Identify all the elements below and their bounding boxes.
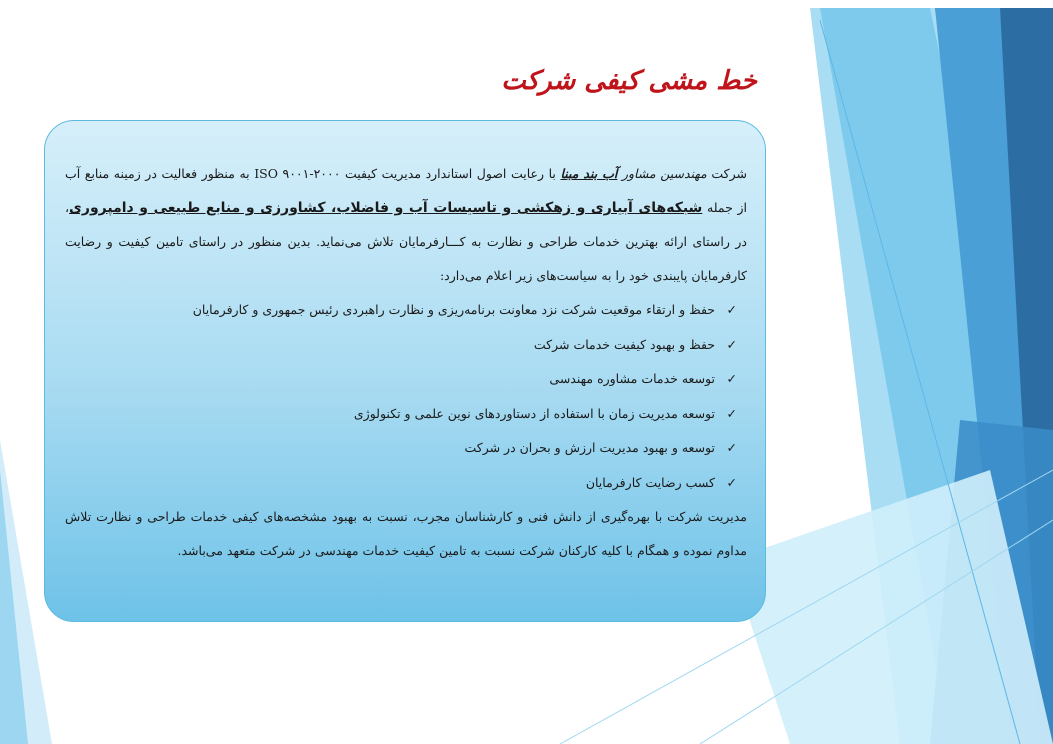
policy-item-text: حفظ و ارتقاء موقعیت شرکت نزد معاونت برنامه‌ریزی و نظارت راهبردی رئیس جمهوری و کارفرمایان bbox=[192, 302, 715, 317]
policy-item-text: کسب رضایت کارفرمایان bbox=[585, 474, 715, 490]
check-icon: ✓ bbox=[726, 405, 737, 421]
intro-text-2: مهندسین مشاور bbox=[621, 166, 707, 181]
intro-text-1: شرکت bbox=[711, 166, 747, 181]
policy-item bbox=[65, 293, 737, 328]
closing-paragraph: مدیریت شرکت با بهره‌گیری از دانش فنی و کارشناسان مجرب، نسبت به بهبود مشخصه‌های کیفی خدمات طراحی و نظارت تلاش مداوم نموده و همگام با کلیه کارکنان شرکت نسبت به تامین کیفیت خدمات مهندسی در شرکت متعهد می‌باشد. bbox=[65, 509, 747, 558]
policy-item bbox=[65, 328, 737, 363]
check-icon: ✓ bbox=[726, 302, 737, 317]
policy-item bbox=[65, 431, 737, 466]
check-icon: ✓ bbox=[726, 440, 737, 455]
policy-item-text: توسعه و بهبود مدیریت ارزش و بحران در شرکت bbox=[464, 440, 715, 455]
check-icon: ✓ bbox=[726, 474, 737, 490]
policy-item bbox=[65, 466, 737, 501]
company-name: آب بند مبنا bbox=[560, 166, 618, 181]
intro-text-6: ، در راستای ارائه بهترین خدمات طراحی و نظارت به کـــارفرمایان تلاش می‌نماید. بدین منظور در راستای تامین کیفیت و رضایت کارفرمایان پایبندی خود را به سیاست‌های زیر اعلام می‌دارد: bbox=[65, 200, 747, 283]
activity-fields: شبکه‌های آبیاری و زهکشی و تاسیسات آب و فاضلاب، کشاورزی و منابع طبیعی و دامپروری bbox=[69, 200, 703, 216]
policy-item bbox=[65, 362, 737, 397]
policy-box bbox=[44, 120, 766, 622]
policy-item-text: توسعه مدیریت زمان با استفاده از دستاوردهای نوین علمی و تکنولوژی bbox=[353, 405, 715, 421]
intro-paragraph bbox=[65, 157, 747, 293]
page-title: خط مشی کیفی شرکت bbox=[501, 66, 757, 96]
policy-item bbox=[65, 397, 737, 432]
check-icon: ✓ bbox=[726, 336, 737, 352]
check-icon: ✓ bbox=[726, 371, 737, 386]
policy-item-text: توسعه خدمات مشاوره مهندسی bbox=[549, 371, 715, 386]
intro-text-4: با رعایت اصول استاندارد مدیریت کیفیت ISO ۹۰۰۱-۲۰۰۰ به منظور فعالیت در زمینه منابع آب از جمله bbox=[65, 166, 747, 215]
policy-item-text: حفظ و بهبود کیفیت خدمات شرکت bbox=[533, 336, 715, 352]
policy-list bbox=[65, 293, 747, 500]
